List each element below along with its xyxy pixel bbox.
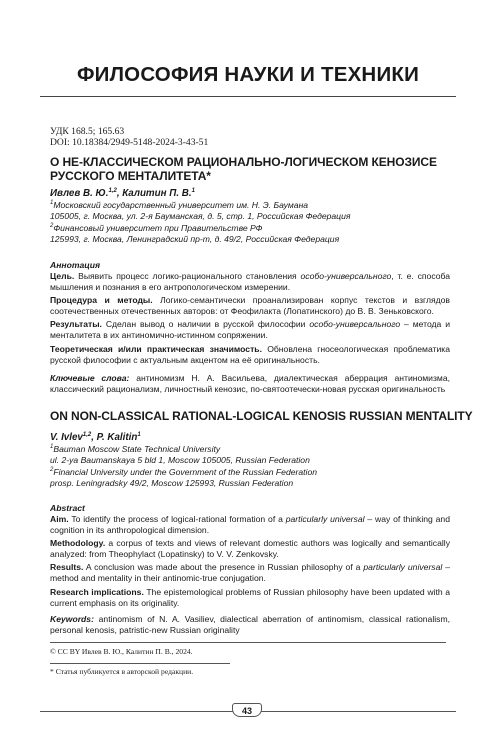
ru-title-line1: О НЕ-КЛАССИЧЕСКОМ РАЦИОНАЛЬНО-ЛОГИЧЕСКОМ КЕНОЗИСЕ <box>50 155 437 169</box>
ru-affiliation: $^2$Финансовый университет при Правительстве РФ <box>50 222 263 233</box>
ru-significance: Теоретическая и/или практическая значимость. Обновлена гносеологическая проблематика русской философии с актуальным акцентом на её оригинальность. <box>50 344 451 366</box>
en-methodology: Methodology. a corpus of texts and views of relevant domestic authors was logically and semantically analyzed: from Theophylact (Lopatinsky) to V. V. Zenkovsky. <box>50 538 450 560</box>
copyright: © CC BY Ивлев В. Ю., Калитин П. В., 2024. <box>50 647 193 656</box>
en-title: ON NON-CLASSICAL RATIONAL-LOGICAL KENOSIS RUSSIAN MENTALITY <box>50 409 473 423</box>
en-affiliation: $^2$Financial University under the Government of the Russian Federation <box>50 466 318 477</box>
en-affiliation: ul. 2-ya Baumanskaya 5 bld 1, Moscow 105005, Russian Federation <box>50 455 310 466</box>
ru-affiliations <box>50 200 350 246</box>
ru-title <box>50 155 437 183</box>
footnote: * Статья публикуется в авторской редакции. <box>50 667 194 676</box>
en-results: Results. A conclusion was made about the presence in Russian philosophy of a particularly universal – method and mentality in their antinomic-true conjugation. <box>50 562 451 584</box>
en-abstract-heading: Abstract <box>50 503 85 513</box>
en-affiliation: $^1$Bauman Moscow State Technical University <box>50 444 221 454</box>
ru-affiliation: 125993, г. Москва, Ленинградский пр-т, д. 49/2, Российская Федерация <box>50 234 340 245</box>
header-rule <box>40 96 456 97</box>
en-research-implications: Research implications. The epistemological problems of Russian philosophy have been updated with a current emphasis on its originality. <box>50 587 450 609</box>
footnote-rule <box>50 663 230 664</box>
ru-author-1-sup: 1,2 <box>108 188 117 194</box>
ru-authors: Ивлев В. Ю.$^{1,2}$, Калитин П. В.$^1$ <box>50 188 195 199</box>
en-author-2-sup: 1 <box>137 432 141 438</box>
ru-aim: Цель. Выявить процесс логико-рационального становления особо-универсального, т. е. способа мышления и познания в его антропологическом измерении. <box>50 271 451 293</box>
section-title: ФИЛОСОФИЯ НАУКИ И ТЕХНИКИ <box>76 63 420 86</box>
page-number: 43 <box>232 703 262 717</box>
ru-author-1: Ивлев В. Ю. <box>50 188 109 199</box>
doi: DOI: 10.18384/2949-5148-2024-3-43-51 <box>50 137 209 148</box>
ru-affiliation: 105005, г. Москва, ул. 2-я Бауманская, д. 5, стр. 1, Российская Федерация <box>50 211 351 222</box>
footer-rule <box>50 642 446 643</box>
en-author-1: V. Ivlev <box>50 432 83 443</box>
ru-author-2-sup: 1 <box>191 188 195 194</box>
ru-author-2: Калитин П. В. <box>122 188 192 199</box>
en-author-1-sup: 1,2 <box>82 432 92 438</box>
ru-affiliation: $^1$Московский государственный университет им. Н. Э. Баумана <box>50 200 309 210</box>
en-author-2: P. Kalitin <box>96 432 138 443</box>
ru-abstract-heading: Аннотация <box>50 260 101 270</box>
ru-results: Результаты. Сделан вывод о наличии в русской философии особо-универсального – метода и менталитета в их антиномично-истинном сопряжении. <box>50 319 451 341</box>
ru-methods: Процедура и методы. Логико-семантически проанализирован корпус текстов и взглядов соотечественных отечественных авторов: от Феофилакта (Лопатинского) до В. В. Зеньковского. <box>50 295 450 317</box>
udk-code: УДК 168.5; 165.63 <box>50 126 125 137</box>
en-keywords: Keywords: antinomism of N. A. Vasiliev, dialectical aberration of antinomism, classical rationalism, personal kenosis, patristic-new Russian originality <box>50 614 450 636</box>
ru-title-line2: РУССКОГО МЕНТАЛИТЕТА* <box>50 169 211 183</box>
en-aim: Aim. To identify the process of logical-rational formation of a particularly universal – way of thinking and cognition in its anthropological dimension. <box>50 514 450 536</box>
en-affiliation: prosp. Leningradsky 49/2, Moscow 125993, Russian Federation <box>50 478 294 489</box>
ru-keywords: Ключевые слова: антиномизм Н. А. Васильева, диалектическая аберрация антиномизма, классический рационализм, личностный кенозис, по-святоотечески-новая русская оригинальность <box>50 373 450 395</box>
en-affiliations <box>50 444 317 490</box>
en-authors: V. Ivlev$^{1,2}$, P. Kalitin$^1$ <box>50 432 141 443</box>
